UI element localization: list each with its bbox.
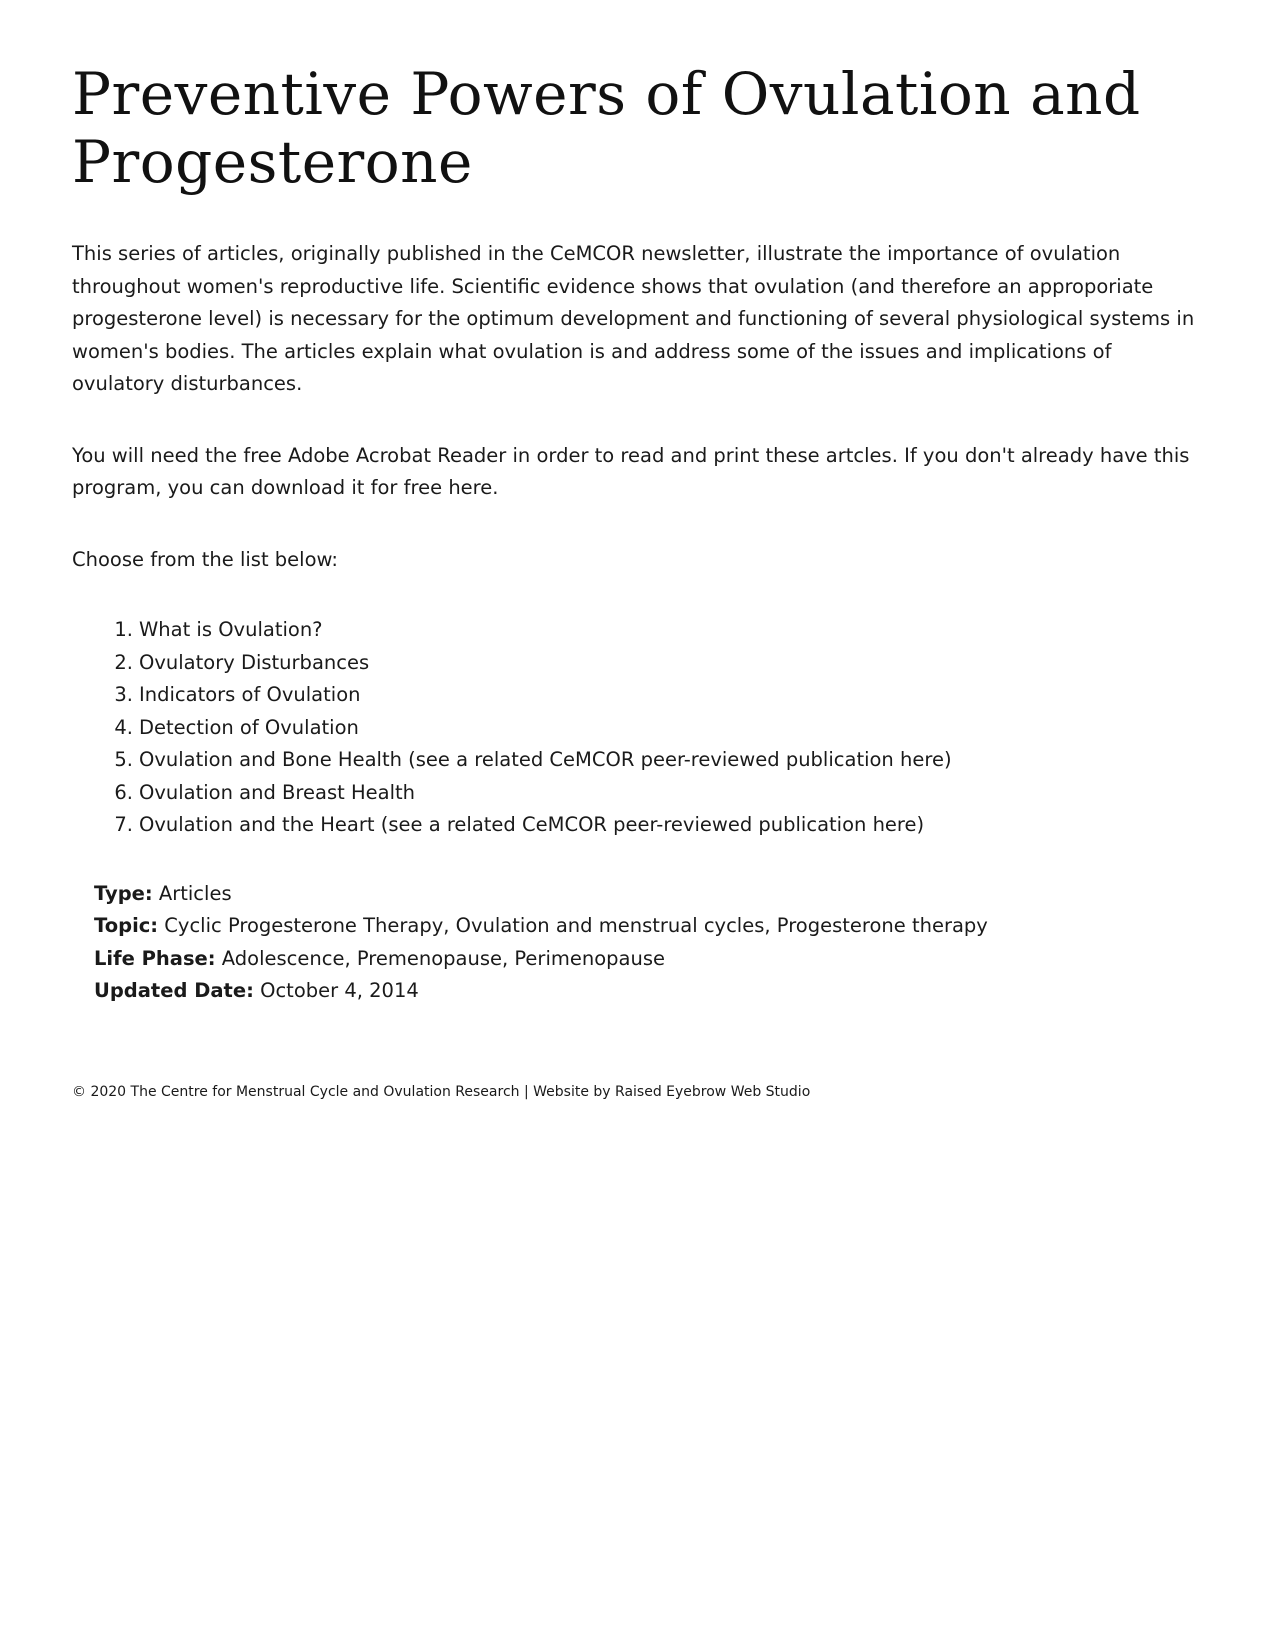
list-item-number: 2.: [114, 650, 133, 674]
list-item-ovulatory-disturbances: [106, 647, 1203, 680]
article-link-ovulatory-disturbances[interactable]: Ovulatory Disturbances: [139, 650, 370, 674]
list-item-indicators-of-ovulation: [106, 679, 1203, 712]
meta-type-label: Type:: [94, 881, 153, 905]
page-title: Preventive Powers of Ovulation and Progesterone: [72, 60, 1141, 196]
article-link-heart[interactable]: Ovulation and the Heart: [139, 813, 375, 836]
article-meta: [94, 878, 1203, 1008]
acrobat-download-link[interactable]: here: [448, 476, 493, 499]
related-publication-text: (see a related CeMCOR peer-reviewed publication: [374, 813, 873, 836]
list-item-number: 4.: [114, 715, 133, 739]
list-item-number: 7.: [114, 813, 133, 836]
list-item-detection-of-ovulation: [106, 712, 1203, 745]
list-item-heart: [106, 809, 1203, 842]
article-link-breast-health[interactable]: Ovulation and Breast Health: [139, 780, 415, 804]
intro-paragraph: This series of articles, originally published in the CeMCOR newsletter, illustrate the importance of ovulation throughout women's reproductive life. Scientific evidence shows that ovulation (and therefore an approporiate progesterone level) is necessary for the optimum development and functioning of several physiological systems in women's bodies. The articles explain what ovulation is and address some of the issues and implications of ovulatory disturbances.: [72, 242, 1195, 395]
meta-topic-label: Topic:: [94, 914, 159, 937]
meta-life-phase-value[interactable]: Adolescence, Premenopause, Perimenopause: [215, 946, 665, 970]
acrobat-paragraph: [72, 440, 1203, 505]
related-publication-close: ): [943, 748, 952, 771]
list-item-number: 5.: [114, 748, 133, 771]
list-item-bone-health: [106, 744, 1203, 777]
meta-updated-value: October 4, 2014: [253, 979, 419, 1002]
related-publication-link-heart[interactable]: here: [872, 813, 917, 836]
meta-life-phase: [94, 943, 1203, 976]
footer-copyright: © 2020 The Centre for Menstrual Cycle and Ovulation Research: [72, 1083, 520, 1100]
article-link-what-is-ovulation[interactable]: What is Ovulation?: [139, 618, 323, 641]
related-publication-close: ): [916, 813, 925, 836]
article-link-bone-health[interactable]: Ovulation and Bone Health: [139, 748, 402, 771]
meta-updated-date: [94, 975, 1203, 1008]
list-item-number: 1.: [114, 618, 133, 641]
list-item-breast-health: [106, 777, 1203, 810]
article-list: [106, 614, 1203, 842]
meta-life-phase-label: Life Phase:: [94, 946, 216, 970]
article-link-indicators-of-ovulation[interactable]: Indicators of Ovulation: [139, 683, 361, 706]
footer: [72, 1082, 1203, 1102]
list-item-number: 3.: [114, 683, 133, 706]
list-item-what-is-ovulation: [106, 614, 1203, 647]
meta-type: [94, 878, 1203, 911]
article-link-detection-of-ovulation[interactable]: Detection of Ovulation: [139, 715, 359, 739]
acrobat-text-end: .: [492, 476, 499, 499]
related-publication-text: (see a related CeMCOR peer-reviewed publication: [401, 748, 900, 771]
footer-separator: |: [519, 1083, 534, 1100]
meta-type-value[interactable]: Articles: [152, 881, 232, 905]
footer-credit-link[interactable]: Website by Raised Eyebrow Web Studio: [533, 1083, 811, 1100]
related-publication-link-bone[interactable]: here: [900, 748, 944, 771]
meta-topic-value[interactable]: Cyclic Progesterone Therapy, Ovulation and menstrual cycles, Progesterone therapy: [158, 914, 988, 937]
list-item-number: 6.: [114, 780, 133, 804]
meta-topic: [94, 910, 1203, 943]
acrobat-text: You will need the free Adobe Acrobat Reader in order to read and print these artcles. If you don't already have this program, you can download it for free: [72, 443, 1190, 499]
choose-text: Choose from the list below:: [72, 547, 338, 571]
meta-updated-label: Updated Date:: [94, 979, 254, 1002]
